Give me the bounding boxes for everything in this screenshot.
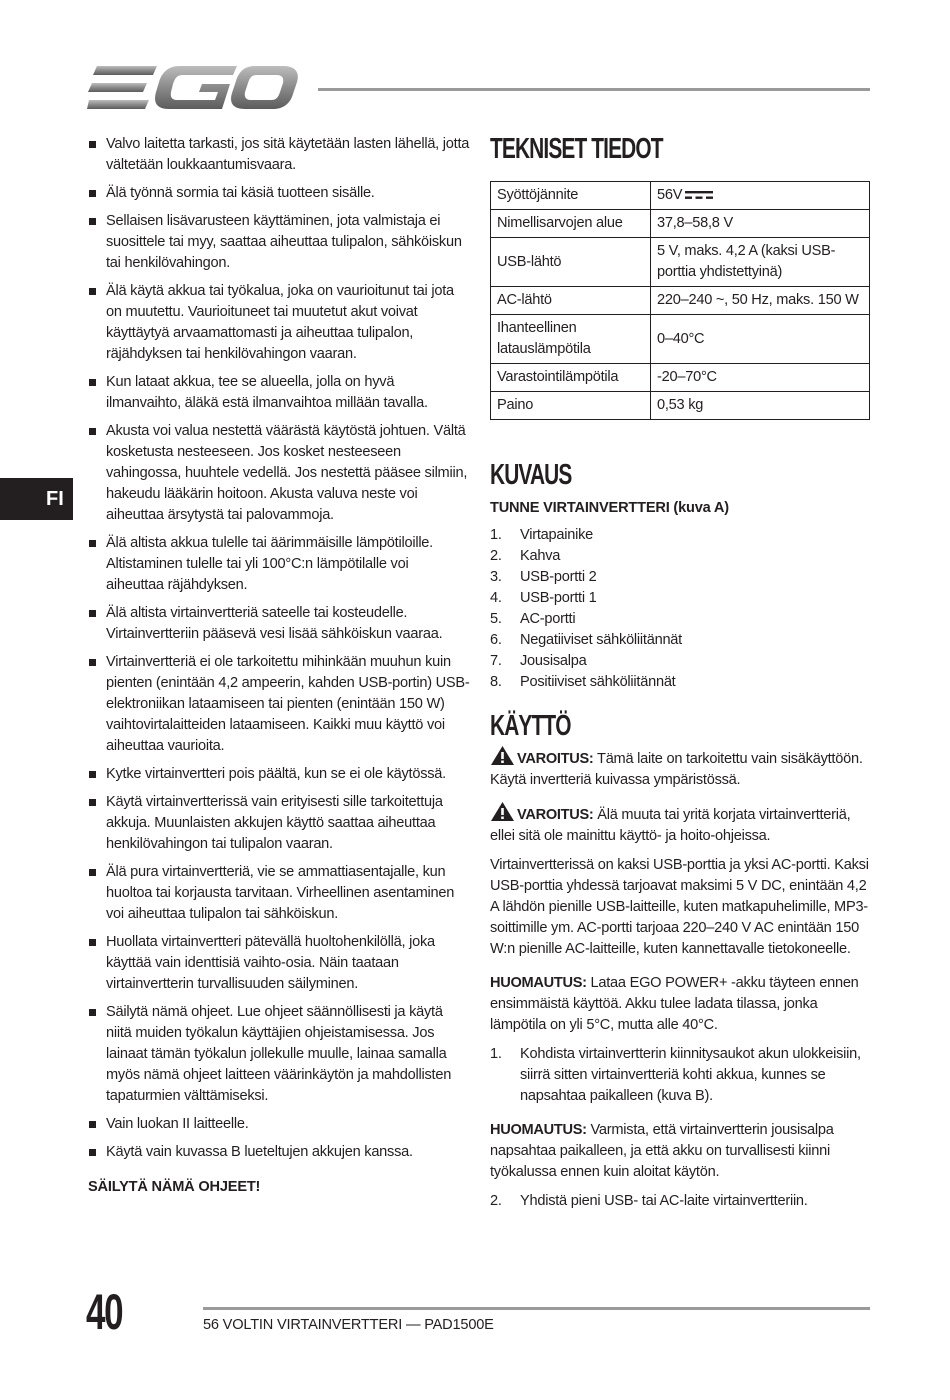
table-row — [491, 287, 870, 315]
safety-item — [88, 1114, 470, 1135]
safety-item — [88, 134, 470, 176]
safety-item-text: Älä altista virtainvertteriä sateelle tai kosteudelle. Virtainvertteriin pääsevä vesi lisää sähköiskun vaaraa. — [106, 605, 443, 642]
usage-intro: Virtainvertterissä on kaksi USB-porttia ja yksi AC-portti. Kaksi USB-porttia yhdessä tarjoavat maksimi 5 V DC, enintään 4,2 A lähdön pienille USB-laitteille, kuten matkapuhelimille, MP3-soittimille ym. AC-portti tarjoaa 220–240 V AC enintään 150 W:n pienille AC-laitteille, kuten kannettavalle tietokoneelle. — [490, 857, 869, 957]
safety-item — [88, 652, 470, 757]
bullet-icon — [89, 1121, 96, 1128]
spec-key: Nimellisarvojen alue — [491, 210, 651, 238]
bullet-icon — [89, 939, 96, 946]
safety-item — [88, 372, 470, 414]
warning-triangle-icon — [490, 745, 515, 766]
list-item-number: 5. — [490, 611, 502, 627]
safety-item-text: Käytä vain kuvassa B lueteltujen akkujen kanssa. — [106, 1144, 413, 1160]
bullet-icon — [89, 288, 96, 295]
table-row — [491, 315, 870, 364]
list-item — [490, 672, 870, 693]
safety-item-text: Vain luokan II laitteelle. — [106, 1116, 249, 1132]
safety-item — [88, 421, 470, 526]
description-title: KUVAUS — [490, 459, 572, 491]
list-item-number: 2. — [490, 1193, 502, 1209]
safety-item-text: Käytä virtainvertterissä vain erityisesti sille tarkoitettuja akkuja. Muunlaisten akkujen käyttö saattaa aiheuttaa henkilövahingon tai tulipalon vaaran. — [106, 794, 443, 852]
warning-paragraph — [490, 745, 870, 791]
spec-value: 5 V, maks. 4,2 A (kaksi USB-porttia yhdistettyinä) — [651, 238, 870, 287]
bullet-icon — [89, 190, 96, 197]
spec-value: -20–70°C — [651, 364, 870, 392]
safety-item-text: Kytke virtainvertteri pois päältä, kun se ei ole käytössä. — [106, 766, 446, 782]
spec-value: 0–40°C — [651, 315, 870, 364]
note-label: HUOMAUTUS: — [490, 975, 587, 991]
list-item — [490, 630, 870, 651]
list-item — [490, 567, 870, 588]
safety-item — [88, 1142, 470, 1163]
safety-item — [88, 792, 470, 855]
note-paragraph — [490, 1120, 870, 1183]
list-item-number: 8. — [490, 674, 502, 690]
table-row — [491, 210, 870, 238]
table-row — [491, 182, 870, 210]
language-tab: FI — [0, 478, 73, 520]
bullet-icon — [89, 1149, 96, 1156]
safety-item-text: Kun lataat akkua, tee se alueella, jolla on hyvä ilmanvaihto, äläkä estä ilmanvaihtoa millään tavalla. — [106, 374, 428, 411]
warning-text: Älä muuta tai yritä korjata virtainvertteriä, ellei sitä ole mainittu käyttö- ja hoito-ohjeissa. — [490, 807, 851, 844]
note-label: HUOMAUTUS: — [490, 1122, 587, 1138]
safety-item — [88, 281, 470, 365]
safety-item-text: Valvo laitetta tarkasti, jos sitä käytetään lasten lähellä, jotta vältetään loukkaantumisvaara. — [106, 136, 470, 173]
safety-item-text: Huollata virtainvertteri pätevällä huoltohenkilöllä, joka käyttää vain identtisiä vaihto-osia. Näin taataan virtainvertterin turvallisuuden säilyminen. — [106, 934, 435, 992]
list-item-text: Kahva — [520, 548, 561, 564]
list-item — [490, 1191, 870, 1212]
spec-value-text: 56V — [657, 187, 683, 203]
info-column — [490, 132, 870, 1212]
table-row — [491, 238, 870, 287]
description-subtitle: TUNNE VIRTAINVERTTERI (kuva A) — [490, 500, 729, 516]
warning-triangle-icon — [490, 801, 515, 822]
safety-list — [88, 134, 470, 1163]
note-text: Varmista, että virtainvertterin jousisalpa napsahtaa paikalleen, ja että akku on turvallisesti kiinni työkalussa ennen kuin aloitat käytön. — [490, 1122, 834, 1180]
list-item-number: 1. — [490, 527, 502, 543]
safety-item — [88, 862, 470, 925]
usage-step-list — [490, 1191, 870, 1212]
list-item — [490, 1044, 870, 1107]
bullet-icon — [89, 141, 96, 148]
spec-key: Paino — [491, 392, 651, 420]
list-item-text: USB-portti 2 — [520, 569, 597, 585]
safety-item-text: Älä käytä akkua tai työkalua, joka on vaurioitunut tai jota on muutettu. Vaurioituneet tai muutetut akut voivat käyttäytyä arvaamattomasti ja aiheuttaa tulipalon, räjähdyksen tai henkilövahingon vaaran. — [106, 283, 454, 362]
list-item-text: Yhdistä pieni USB- tai AC-laite virtainvertteriin. — [520, 1193, 808, 1209]
safety-item-text: Älä altista akkua tulelle tai äärimmäisille lämpötiloille. Altistaminen tulelle tai yli 100°C:n lämpötilalle voi aiheuttaa räjähdyksen. — [106, 535, 433, 593]
safety-item — [88, 603, 470, 645]
list-item-text: Jousisalpa — [520, 653, 587, 669]
list-item-text: Virtapainike — [520, 527, 593, 543]
bullet-icon — [89, 540, 96, 547]
note-paragraph — [490, 973, 870, 1036]
list-item — [490, 525, 870, 546]
spec-value: 37,8–58,8 V — [651, 210, 870, 238]
list-item-number: 2. — [490, 548, 502, 564]
list-item-text: USB-portti 1 — [520, 590, 597, 606]
list-item-text: AC-portti — [520, 611, 576, 627]
list-item — [490, 588, 870, 609]
warning-label: VAROITUS: — [517, 751, 594, 767]
parts-list — [490, 525, 870, 693]
list-item-number: 4. — [490, 590, 502, 606]
bullet-icon — [89, 771, 96, 778]
spec-key: Ihanteellinen latauslämpötila — [491, 315, 651, 364]
list-item-number: 3. — [490, 569, 502, 585]
list-item-number: 7. — [490, 653, 502, 669]
bullet-icon — [89, 659, 96, 666]
safety-item-text: Säilytä nämä ohjeet. Lue ohjeet säännöllisesti ja käytä niitä muiden työkalun käyttäjien ohjeistamisessa. Jos lainaat tämän työkalun jollekulle muulle, lainaa samalla myös nämä ohjeet laitteen väärinkäytön ja mahdollisten tapaturmien välttämiseksi. — [106, 1004, 452, 1104]
safety-item-text: Älä työnnä sormia tai käsiä tuotteen sisälle. — [106, 185, 375, 201]
bullet-icon — [89, 610, 96, 617]
safety-item — [88, 533, 470, 596]
safety-item — [88, 1002, 470, 1107]
safety-item-text: Älä pura virtainvertteriä, vie se ammattiasentajalle, kun huoltoa tai korjausta tarvitaan. Virheellinen asentaminen voi aiheuttaa tulipalon tai sähköiskun. — [106, 864, 455, 922]
safety-item-text: Sellaisen lisävarusteen käyttäminen, jota valmistaja ei suosittele tai myy, saattaa aiheuttaa tulipalon, sähköiskun tai henkilövahingon. — [106, 213, 462, 271]
ego-logo-graphic — [87, 62, 299, 114]
table-row — [491, 364, 870, 392]
header-rule — [318, 88, 870, 91]
bullet-icon — [89, 379, 96, 386]
spec-value: 0,53 kg — [651, 392, 870, 420]
keep-instructions-heading: SÄILYTÄ NÄMÄ OHJEET! — [88, 1179, 261, 1195]
list-item-number: 6. — [490, 632, 502, 648]
safety-item-text: Akusta voi valua nestettä väärästä käytöstä johtuen. Vältä kosketusta nesteeseen. Jos kosket nesteeseen vahingossa, huuhtele vedellä. Jos nestettä pääsee silmiin, hakeudu lääkärin hoitoon. Akusta valuva neste voi aiheuttaa ärsytystä tai palovammoja. — [106, 423, 468, 523]
list-item — [490, 651, 870, 672]
bullet-icon — [89, 1009, 96, 1016]
safety-item — [88, 932, 470, 995]
warning-label: VAROITUS: — [517, 807, 594, 823]
spec-key: AC-lähtö — [491, 287, 651, 315]
note-text: Lataa EGO POWER+ -akku täyteen ennen ensimmäistä käyttöä. Akku tulee ladata tilassa, jonka lämpötila on yli 5°C, mutta alle 40°C. — [490, 975, 859, 1033]
table-row — [491, 392, 870, 420]
safety-item — [88, 764, 470, 785]
safety-item-text: Virtainvertteriä ei ole tarkoitettu mihinkään muuhun kuin pienten (enintään 4,2 ampeerin, kahden USB-portin) USB-elektroniikan lataamiseen tai pienten (enintään 150 W) vaihtovirtalaitteiden lataamiseen. Kaikki muu käyttö voi aiheuttaa vaurioita. — [106, 654, 470, 754]
ego-logo — [87, 62, 299, 114]
footer-title: 56 VOLTIN VIRTAINVERTTERI — PAD1500E — [203, 1317, 494, 1333]
list-item-text: Negatiiviset sähköliitännät — [520, 632, 682, 648]
list-item-text: Kohdista virtainvertterin kiinnitysaukot akun ulokkeisiin, siirrä sitten virtainvertteriä kohti akkua, kunnes se napsahtaa paikalleen (kuva B). — [520, 1046, 861, 1104]
dc-symbol-icon — [684, 190, 714, 200]
bullet-icon — [89, 869, 96, 876]
spec-value — [651, 182, 870, 210]
safety-column — [88, 134, 470, 1198]
specs-title: TEKNISET TIEDOT — [490, 133, 663, 165]
spec-key: Syöttöjännite — [491, 182, 651, 210]
spec-key: Varastointilämpötila — [491, 364, 651, 392]
safety-item — [88, 211, 470, 274]
footer-rule — [203, 1307, 870, 1310]
list-item-number: 1. — [490, 1046, 502, 1062]
spec-key: USB-lähtö — [491, 238, 651, 287]
bullet-icon — [89, 218, 96, 225]
list-item — [490, 546, 870, 567]
usage-title: KÄYTTÖ — [490, 710, 571, 742]
bullet-icon — [89, 799, 96, 806]
warning-text: Tämä laite on tarkoitettu vain sisäkäyttöön. Käytä invertteriä kuivassa ympäristössä. — [490, 751, 863, 788]
usage-step-list — [490, 1044, 870, 1107]
page-number: 40 — [86, 1284, 123, 1340]
bullet-icon — [89, 428, 96, 435]
specs-table — [490, 181, 870, 420]
warning-paragraph — [490, 801, 870, 847]
list-item-text: Positiiviset sähköliitännät — [520, 674, 676, 690]
safety-item — [88, 183, 470, 204]
list-item — [490, 609, 870, 630]
spec-value: 220–240 ~, 50 Hz, maks. 150 W — [651, 287, 870, 315]
